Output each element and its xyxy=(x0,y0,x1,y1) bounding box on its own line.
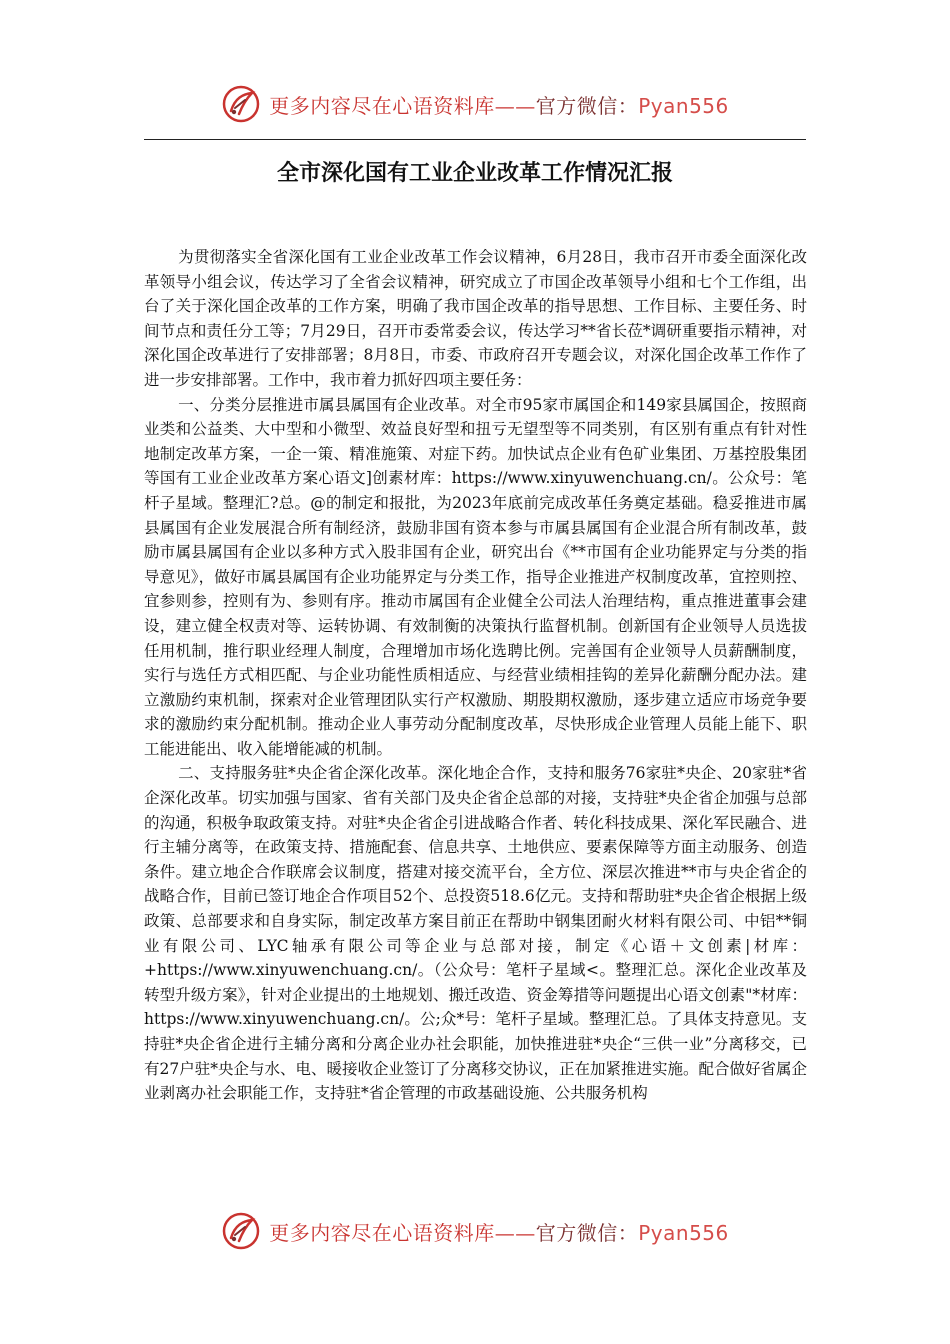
brand-logo-icon xyxy=(221,1211,261,1251)
header-banner xyxy=(0,82,950,126)
footer-banner xyxy=(0,1209,950,1253)
brand-logo-icon xyxy=(221,84,261,124)
header-banner-main: 更多内容尽在心语资料库 xyxy=(269,93,495,118)
header-divider xyxy=(144,139,806,140)
document-title: 全市深化国有工业企业改革工作情况汇报 xyxy=(276,161,673,186)
header-banner-sep: —— xyxy=(494,93,536,118)
footer-banner-sep: —— xyxy=(494,1220,536,1245)
footer-banner-account: Pyan556 xyxy=(638,1220,729,1245)
paragraph-intro: 为贯彻落实全省深化国有工业企业改革工作会议精神，6月28日，我市召开市委全面深化改革领导小组会议，传达学习了全省会议精神，研究成立了市国企改革领导小组和七个工作组，出台了关于深化国企改革的工作方案，明确了我市国企改革的指导思想、工作目标、主要任务、时间节点和责任分工等；7月29日，召开市委常委会议，传达学习**省长莅*调研重要指示精神，对深化国企改革进行了安排部署；8月8日，市委、市政府召开专题会议，对深化国企改革工作作了进一步安排部署。工作中，我市着力抓好四项主要任务： xyxy=(144,248,807,389)
footer-banner-main: 更多内容尽在心语资料库 xyxy=(269,1220,495,1245)
footer-banner-sub: 官方微信： xyxy=(535,1220,639,1245)
paragraph-section-1: 一、分类分层推进市属县属国有企业改革。对全市95家市属国企和149家县属国企，按照商业类和公益类、大中型和小微型、效益良好型和扭亏无望型等不同类别，有区别有重点有针对性地制定改革方案，一企一策、精准施策、对症下药。加快试点企业有色矿业集团、万基控股集团等国有工业企业改革方案心语文]创素材库：https://www.xinyuwenchuang.cn/。公众号：笔杆子星域。整理汇?总。@的制定和报批，为2023年底前完成改革任务奠定基础。稳妥推进市属县属国有企业发展混合所有制经济，鼓励非国有资本参与市属县属国有企业混合所有制改革，鼓励市属县属国有企业以多种方式入股非国有企业，研究出台《**市国有企业功能界定与分类的指导意见》，做好市属县属国有企业功能界定与分类工作，指导企业推进产权制度改革，宜控则控、宜参则参，控则有为、参则有序。推动市属国有企业健全公司法人治理结构，重点推进董事会建设，建立健全权责对等、运转协调、有效制衡的决策执行监督机制。创新国有企业领导人员选拔任用机制，推行职业经理人制度，合理增加市场化选聘比例。完善国有企业领导人员薪酬制度，实行与选任方式相匹配、与企业功能性质相适应、与经营业绩相挂钩的差异化薪酬分配办法。建立激励约束机制，探索对企业管理团队实行产权激励、期股期权激励，逐步建立适应市场竞争要求的激励约束分配机制。推动企业人事劳动分配制度改革，尽快形成企业管理人员能上能下、职工能进能出、收入能增能减的机制。 xyxy=(144,395,807,758)
header-banner-sub: 官方微信： xyxy=(535,93,639,118)
header-banner-account: Pyan556 xyxy=(638,93,729,118)
document-body xyxy=(144,245,807,1106)
paragraph-section-2: 二、支持服务驻*央企省企深化改革。深化地企合作，支持和服务76家驻*央企、20家驻*省企深化改革。切实加强与国家、省有关部门及央企省企总部的对接，支持驻*央企省企加强与总部的沟通，积极争取政策支持。对驻*央企省企引进战略合作者、转化科技成果、深化军民融合、进行主辅分离等，在政策支持、措施配套、信息共享、土地供应、要素保障等方面主动服务、创造条件。建立地企合作联席会议制度，搭建对接交流平台，全方位、深层次推进**市与央企省企的战略合作，目前已签订地企合作项目52个、总投资518.6亿元。支持和帮助驻*央企省企根据上级政策、总部要求和自身实际，制定改革方案目前正在帮助中钢集团耐火材料有限公司、中铝**铜业有限公司、LYC轴承有限公司等企业与总部对接，制定《心语＋文创素|材库：+https://www.xinyuwenchuang.cn/。（公众号：笔杆子星域<。整理汇总。深化企业改革及转型升级方案》，针对企业提出的土地规划、搬迁改造、资金筹措等问题提出心语文创素"*材库：https://www.xinyuwenchuang.cn/。公;众*号：笔杆子星域。整理汇总。了具体支持意见。支持驻*央企省企进行主辅分离和分离企业办社会职能，加快推进驻*央企“三供一业”分离移交，已有27户驻*央企与水、电、暖接收企业签订了分离移交协议，正在加紧推进实施。配合做好省属企业剥离办社会职能工作，支持驻*省企管理的市政基础设施、公共服务机构 xyxy=(144,764,807,1103)
